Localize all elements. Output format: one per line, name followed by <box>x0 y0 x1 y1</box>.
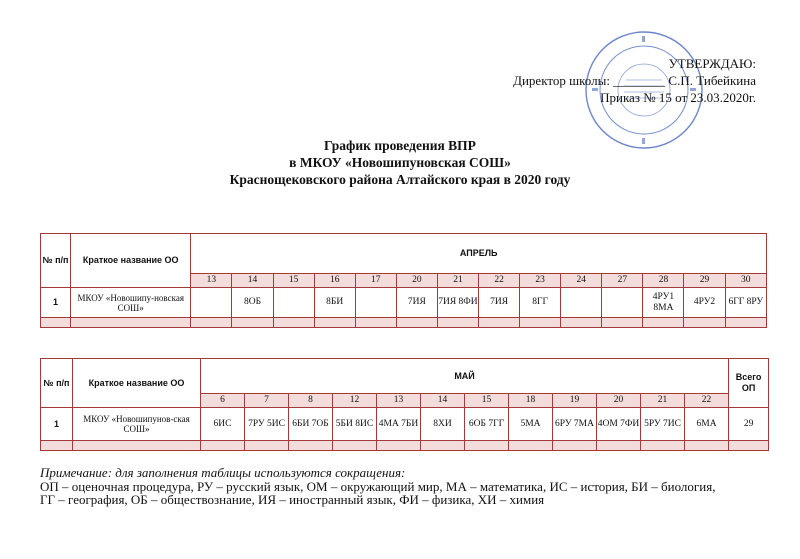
may-date-5: 14 <box>421 394 465 408</box>
may-cell-11: 6МА <box>685 408 729 441</box>
april-cell-10 <box>602 288 643 318</box>
may-date-4: 13 <box>377 394 421 408</box>
approval-director: Директор школы: ________ С.П. Тибейкина <box>513 73 756 88</box>
may-date-3: 12 <box>333 394 377 408</box>
april-schedule-table <box>40 233 767 328</box>
april-cell-8: 8ГГ <box>520 288 561 318</box>
may-cell-1: 7РУ 5ИС <box>245 408 289 441</box>
may-date-9: 20 <box>597 394 641 408</box>
april-date-9: 24 <box>561 274 602 288</box>
may-col-num-header: № п/п <box>41 359 73 408</box>
april-cell-3: 8БИ <box>314 288 355 318</box>
april-cell-4 <box>355 288 396 318</box>
may-date-10: 21 <box>641 394 685 408</box>
may-cell-0: 6ИС <box>201 408 245 441</box>
april-date-0: 13 <box>191 274 232 288</box>
april-date-8: 23 <box>520 274 561 288</box>
title-line-3: Краснощековского района Алтайского края в 2020 году <box>229 172 571 187</box>
april-col-num-header: № п/п <box>41 234 71 288</box>
may-date-2: 8 <box>289 394 333 408</box>
may-cell-5: 8ХИ <box>421 408 465 441</box>
note-line-2: ГГ – география, ОБ – обществознание, ИЯ – иностранный язык, ФИ – физика, ХИ – химия <box>40 492 545 507</box>
table-row <box>41 408 769 441</box>
april-band-row <box>41 318 767 328</box>
april-date-5: 20 <box>396 274 437 288</box>
april-cell-1: 8ОБ <box>232 288 273 318</box>
may-date-6: 15 <box>465 394 509 408</box>
april-month-header: АПРЕЛЬ <box>191 234 767 274</box>
table-row <box>41 288 767 318</box>
may-cell-10: 5РУ 7ИС <box>641 408 685 441</box>
approval-block <box>513 55 756 106</box>
may-total-header: Всего ОП <box>729 359 769 408</box>
april-date-6: 21 <box>437 274 478 288</box>
may-row-num: 1 <box>41 408 73 441</box>
abbreviations-note <box>40 466 780 507</box>
document-title <box>0 137 800 188</box>
april-cell-6: 7ИЯ 8ФИ <box>437 288 478 318</box>
may-month-header: МАЙ <box>201 359 729 394</box>
may-date-1: 7 <box>245 394 289 408</box>
may-cell-3: 5БИ 8ИС <box>333 408 377 441</box>
title-line-2: в МКОУ «Новошипуновская СОШ» <box>289 155 511 170</box>
note-line-1: ОП – оценочная процедура, РУ – русский язык, ОМ – окружающий мир, МА – математика, ИС – история, БИ – биология, <box>40 478 716 494</box>
approval-heading: УТВЕРЖДАЮ: <box>668 56 756 71</box>
april-date-4: 17 <box>355 274 396 288</box>
april-date-12: 29 <box>684 274 725 288</box>
may-cell-2: 6БИ 7ОБ <box>289 408 333 441</box>
may-date-11: 22 <box>685 394 729 408</box>
april-date-3: 16 <box>314 274 355 288</box>
april-cell-9 <box>561 288 602 318</box>
may-cell-7: 5МА <box>509 408 553 441</box>
may-cell-4: 4МА 7БИ <box>377 408 421 441</box>
may-date-8: 19 <box>553 394 597 408</box>
april-date-10: 27 <box>602 274 643 288</box>
april-date-7: 22 <box>479 274 520 288</box>
april-row-num: 1 <box>41 288 71 318</box>
april-cell-13: 6ГГ 8РУ <box>725 288 766 318</box>
may-date-7: 18 <box>509 394 553 408</box>
may-school-name: МКОУ «Новошипунов-ская СОШ» <box>73 408 201 441</box>
april-cell-5: 7ИЯ <box>396 288 437 318</box>
april-date-2: 15 <box>273 274 314 288</box>
april-cell-0 <box>191 288 232 318</box>
april-date-11: 28 <box>643 274 684 288</box>
april-school-name: МКОУ «Новошипу-новская СОШ» <box>71 288 191 318</box>
april-cell-7: 7ИЯ <box>479 288 520 318</box>
may-total-value: 29 <box>729 408 769 441</box>
may-col-name-header: Краткое название ОО <box>73 359 201 408</box>
may-cell-6: 6ОБ 7ГГ <box>465 408 509 441</box>
april-col-name-header: Краткое название ОО <box>71 234 191 288</box>
may-cell-8: 6РУ 7МА <box>553 408 597 441</box>
approval-order: Приказ № 15 от 23.03.2020г. <box>600 90 756 105</box>
april-date-13: 30 <box>725 274 766 288</box>
april-cell-11: 4РУ1 8МА <box>643 288 684 318</box>
may-band-row <box>41 441 769 451</box>
may-schedule-table <box>40 358 769 451</box>
may-date-0: 6 <box>201 394 245 408</box>
title-line-1: График проведения ВПР <box>324 138 476 153</box>
note-heading: Примечание: для заполнения таблицы используются сокращения: <box>40 465 406 480</box>
april-cell-2 <box>273 288 314 318</box>
may-cell-9: 4ОМ 7ФИ <box>597 408 641 441</box>
april-date-1: 14 <box>232 274 273 288</box>
april-cell-12: 4РУ2 <box>684 288 725 318</box>
